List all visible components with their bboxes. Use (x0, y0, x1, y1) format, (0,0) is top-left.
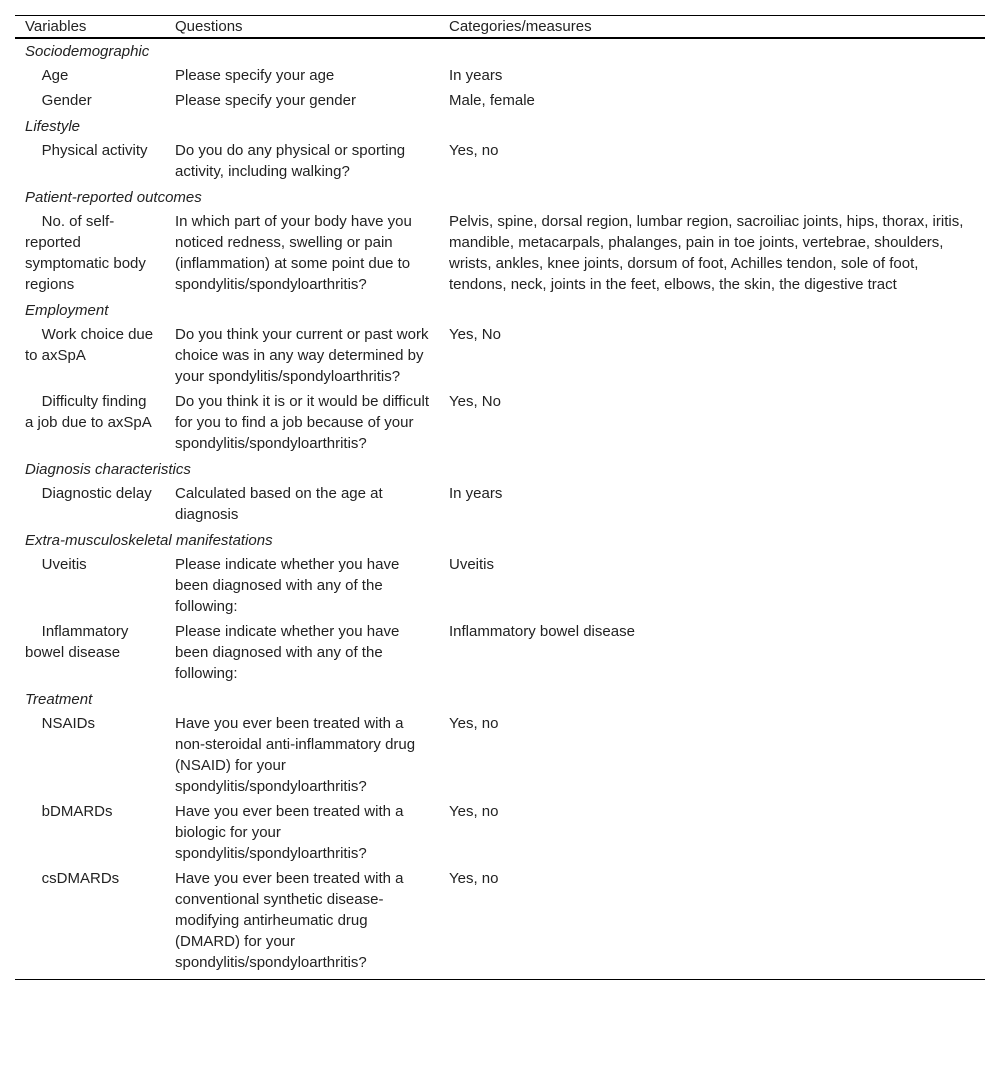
categories-cell: Uveitis (449, 556, 495, 573)
categories-cell: Yes, no (449, 803, 499, 820)
section-row (15, 528, 985, 553)
header-categories: Categories/measures (449, 18, 592, 35)
table-row (15, 553, 985, 620)
categories-cell: Yes, No (449, 326, 501, 343)
variable-cell: Diagnostic delay (25, 485, 152, 502)
variable-cell: No. of self-reported symptomatic body regions (25, 213, 151, 293)
table-row (15, 89, 985, 114)
section-row (15, 38, 985, 64)
table-row (15, 64, 985, 89)
table-row (15, 139, 985, 185)
table-row (15, 210, 985, 298)
variable-cell: Work choice due to axSpA (25, 326, 158, 364)
question-cell: Please specify your age (175, 67, 335, 84)
question-cell: Please indicate whether you have been diagnosed with any of the following: (175, 556, 400, 615)
question-cell: Have you ever been treated with a non-steroidal anti-inflammatory drug (NSAID) for your spondylitis/spondyloarthritis? (175, 715, 416, 795)
section-row (15, 298, 985, 323)
section-title: Patient-reported outcomes (25, 189, 202, 206)
section-row (15, 457, 985, 482)
table-row (15, 800, 985, 867)
question-cell: Calculated based on the age at diagnosis (175, 485, 383, 523)
table-header (15, 16, 985, 39)
section-title: Treatment (25, 691, 93, 708)
variable-cell: Uveitis (25, 556, 87, 573)
question-cell: Have you ever been treated with a biologic for your spondylitis/spondyloarthritis? (175, 803, 404, 862)
header-row (15, 16, 985, 39)
variable-cell: csDMARDs (25, 870, 120, 887)
section-row (15, 687, 985, 712)
variable-cell: Gender (25, 92, 92, 109)
categories-cell: Male, female (449, 92, 535, 109)
categories-cell: Yes, No (449, 393, 501, 410)
question-cell: Do you think your current or past work choice was in any way determined by your spondylitis/spondyloarthritis? (175, 326, 429, 385)
section-row (15, 185, 985, 210)
table-row (15, 390, 985, 457)
section-title: Extra-musculoskeletal manifestations (25, 532, 273, 549)
question-cell: Have you ever been treated with a conventional synthetic disease-modifying antirheumatic drug (DMARD) for your spondylitis/spondyloarthritis? (175, 870, 404, 971)
question-cell: In which part of your body have you noticed redness, swelling or pain (inflammation) at some point due to spondylitis/spondyloarthritis? (175, 213, 412, 293)
variable-cell: Physical activity (25, 142, 148, 159)
variables-table (15, 15, 985, 980)
header-questions: Questions (175, 18, 243, 35)
section-title: Employment (25, 302, 109, 319)
categories-cell: Yes, no (449, 715, 499, 732)
table-body (15, 38, 985, 980)
categories-cell: Inflammatory bowel disease (449, 623, 635, 640)
variable-cell: Age (25, 67, 69, 84)
table-row (15, 620, 985, 687)
header-variables: Variables (25, 18, 87, 35)
question-cell: Do you do any physical or sporting activity, including walking? (175, 142, 406, 180)
question-cell: Do you think it is or it would be difficult for you to find a job because of your spondylitis/spondyloarthritis? (175, 393, 430, 452)
question-cell: Please specify your gender (175, 92, 356, 109)
section-title: Diagnosis characteristics (25, 461, 191, 478)
variable-cell: bDMARDs (25, 803, 113, 820)
table-row (15, 482, 985, 528)
variable-cell: Inflammatory bowel disease (25, 623, 133, 661)
table-row (15, 712, 985, 800)
categories-cell: In years (449, 485, 503, 502)
variable-cell: Difficulty finding a job due to axSpA (25, 393, 152, 431)
question-cell: Please indicate whether you have been diagnosed with any of the following: (175, 623, 400, 682)
categories-cell: Yes, no (449, 870, 499, 887)
section-title: Sociodemographic (25, 43, 150, 60)
table-row (15, 323, 985, 390)
variable-cell: NSAIDs (25, 715, 96, 732)
section-title: Lifestyle (25, 118, 81, 135)
section-row (15, 114, 985, 139)
categories-cell: Pelvis, spine, dorsal region, lumbar region, sacroiliac joints, hips, thorax, iritis, mandible, metacarpals, phalanges, pain in toe joints, vertebrae, shoulders, wrists, ankles, knee joints, dorsum of foot, Achilles tendon, sole of foot, tendons, neck, joints in the feet, elbows, the skin, the digestive tract (449, 213, 964, 293)
categories-cell: In years (449, 67, 503, 84)
categories-cell: Yes, no (449, 142, 499, 159)
table-row (15, 867, 985, 980)
